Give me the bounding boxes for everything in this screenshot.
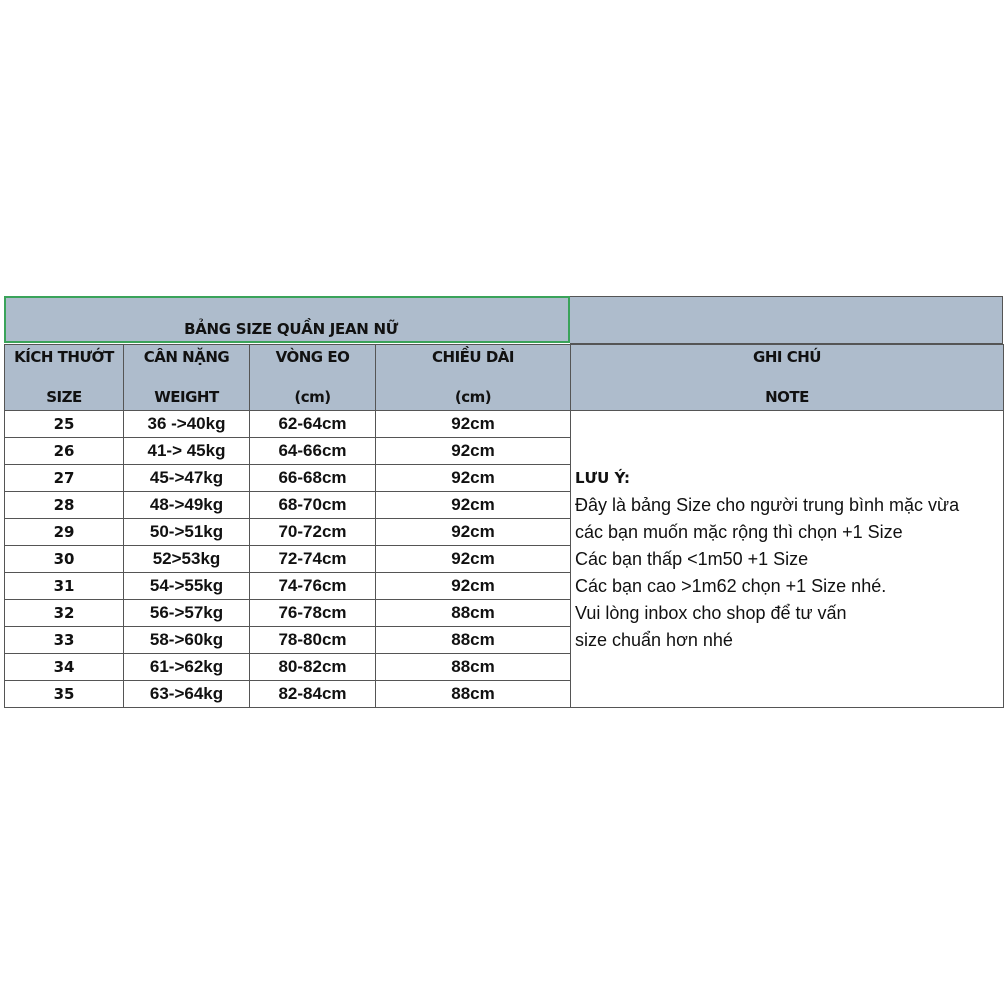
- weight-cell[interactable]: 41-> 45kg: [124, 438, 250, 465]
- header-size[interactable]: KÍCH THƯỚT SIZE: [5, 345, 124, 411]
- size-cell[interactable]: 30: [5, 546, 124, 573]
- waist-cell[interactable]: 74-76cm: [250, 573, 376, 600]
- size-cell[interactable]: 34: [5, 654, 124, 681]
- size-chart: [4, 296, 1003, 710]
- size-cell[interactable]: 29: [5, 519, 124, 546]
- size-cell[interactable]: 32: [5, 600, 124, 627]
- weight-cell[interactable]: 50->51kg: [124, 519, 250, 546]
- waist-cell[interactable]: 66-68cm: [250, 465, 376, 492]
- size-table: [4, 344, 1004, 708]
- size-cell[interactable]: 33: [5, 627, 124, 654]
- waist-cell[interactable]: 70-72cm: [250, 519, 376, 546]
- waist-cell[interactable]: 80-82cm: [250, 654, 376, 681]
- weight-cell[interactable]: 54->55kg: [124, 573, 250, 600]
- table-row: [5, 573, 1004, 600]
- header-row: [5, 345, 1004, 411]
- waist-cell[interactable]: 62-64cm: [250, 411, 376, 438]
- weight-cell[interactable]: 58->60kg: [124, 627, 250, 654]
- note-cell[interactable]: [571, 654, 1004, 681]
- length-cell[interactable]: 88cm: [376, 654, 571, 681]
- length-cell[interactable]: 88cm: [376, 600, 571, 627]
- weight-cell[interactable]: 36 ->40kg: [124, 411, 250, 438]
- table-row: [5, 654, 1004, 681]
- header-note[interactable]: GHI CHÚ NOTE: [571, 345, 1004, 411]
- header-waist[interactable]: VÒNG EO (cm): [250, 345, 376, 411]
- waist-cell[interactable]: 68-70cm: [250, 492, 376, 519]
- table-row: [5, 411, 1004, 438]
- length-cell[interactable]: 92cm: [376, 546, 571, 573]
- table-row: [5, 465, 1004, 492]
- length-cell[interactable]: 92cm: [376, 519, 571, 546]
- length-cell[interactable]: 88cm: [376, 681, 571, 708]
- note-cell[interactable]: Các bạn cao >1m62 chọn +1 Size nhé.: [571, 573, 1004, 600]
- note-cell[interactable]: các bạn muốn mặc rộng thì chọn +1 Size: [571, 519, 1004, 546]
- size-cell[interactable]: 35: [5, 681, 124, 708]
- length-cell[interactable]: 92cm: [376, 438, 571, 465]
- weight-cell[interactable]: 45->47kg: [124, 465, 250, 492]
- title-cell[interactable]: [4, 296, 570, 343]
- weight-cell[interactable]: 61->62kg: [124, 654, 250, 681]
- weight-cell[interactable]: 56->57kg: [124, 600, 250, 627]
- header-length[interactable]: CHIỀU DÀI (cm): [376, 345, 571, 411]
- table-row: [5, 627, 1004, 654]
- note-cell[interactable]: size chuẩn hơn nhé: [571, 627, 1004, 654]
- table-row: [5, 519, 1004, 546]
- size-cell[interactable]: 26: [5, 438, 124, 465]
- waist-cell[interactable]: 78-80cm: [250, 627, 376, 654]
- table-row: [5, 438, 1004, 465]
- size-cell[interactable]: 25: [5, 411, 124, 438]
- waist-cell[interactable]: 82-84cm: [250, 681, 376, 708]
- length-cell[interactable]: 88cm: [376, 627, 571, 654]
- note-cell[interactable]: Đây là bảng Size cho người trung bình mặc vừa: [571, 492, 1004, 519]
- table-row: [5, 600, 1004, 627]
- table-row: [5, 546, 1004, 573]
- table-row: [5, 492, 1004, 519]
- waist-cell[interactable]: 76-78cm: [250, 600, 376, 627]
- size-cell[interactable]: 28: [5, 492, 124, 519]
- size-cell[interactable]: 27: [5, 465, 124, 492]
- weight-cell[interactable]: 63->64kg: [124, 681, 250, 708]
- length-cell[interactable]: 92cm: [376, 411, 571, 438]
- length-cell[interactable]: 92cm: [376, 465, 571, 492]
- size-cell[interactable]: 31: [5, 573, 124, 600]
- waist-cell[interactable]: 72-74cm: [250, 546, 376, 573]
- waist-cell[interactable]: 64-66cm: [250, 438, 376, 465]
- weight-cell[interactable]: 48->49kg: [124, 492, 250, 519]
- chart-title: BẢNG SIZE QUẦN JEAN NỮ: [184, 320, 398, 338]
- note-cell[interactable]: LƯU Ý:: [571, 465, 1004, 492]
- length-cell[interactable]: 92cm: [376, 492, 571, 519]
- title-cell-right[interactable]: [570, 296, 1003, 344]
- note-cell[interactable]: Vui lòng inbox cho shop để tư vấn: [571, 600, 1004, 627]
- note-cell[interactable]: Các bạn thấp <1m50 +1 Size: [571, 546, 1004, 573]
- note-cell[interactable]: [571, 681, 1004, 708]
- weight-cell[interactable]: 52>53kg: [124, 546, 250, 573]
- note-cell[interactable]: [571, 438, 1004, 465]
- table-row: [5, 681, 1004, 708]
- length-cell[interactable]: 92cm: [376, 573, 571, 600]
- header-weight[interactable]: CÂN NẶNG WEIGHT: [124, 345, 250, 411]
- note-cell[interactable]: [571, 411, 1004, 438]
